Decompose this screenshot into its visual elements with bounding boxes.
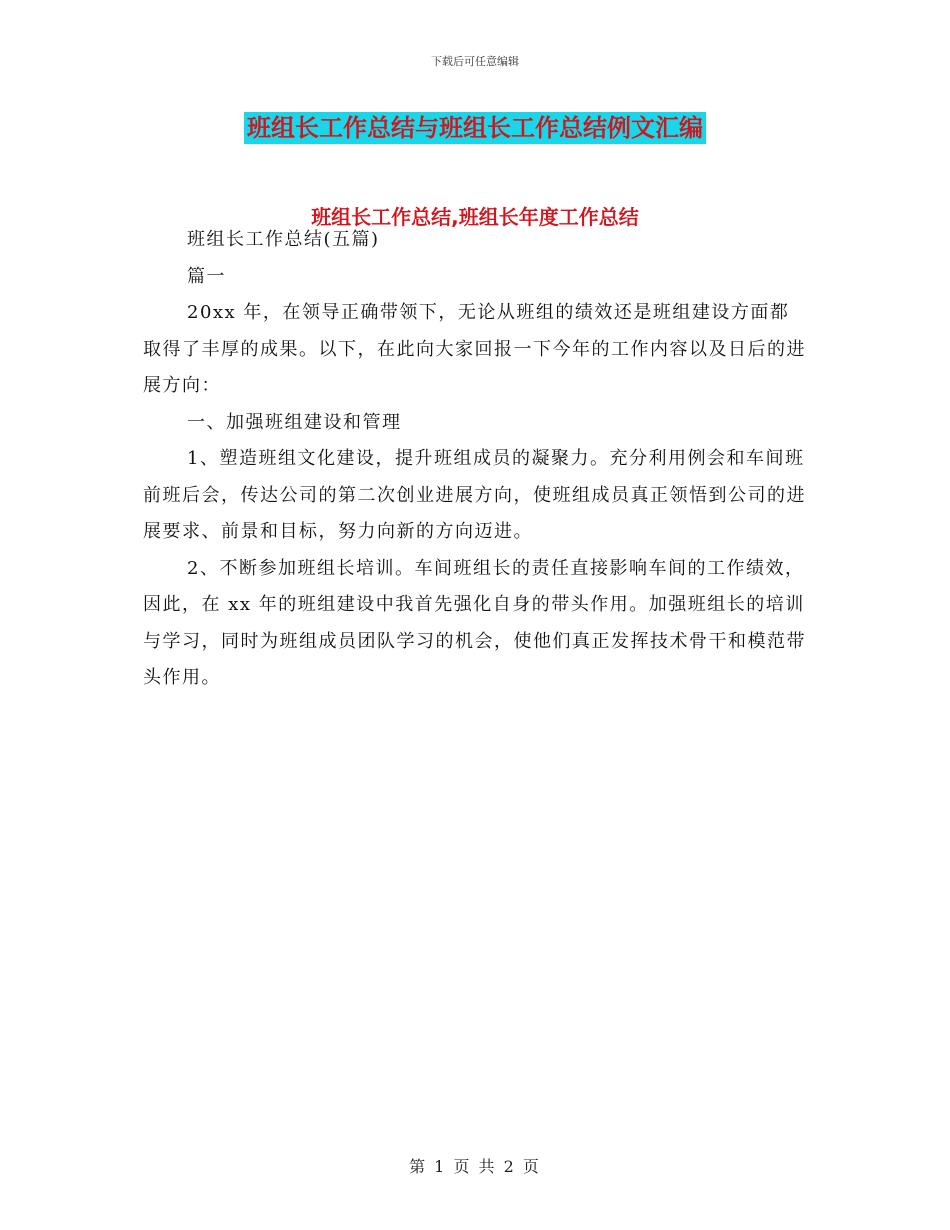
paragraph: 1、塑造班组文化建设，提升班组成员的凝聚力。充分利用例会和车间班前班后会，传达公司的第二次创业进展方向，使班组成员真正领悟到公司的进展要求、前景和目标，努力向新的方向迈进。 bbox=[143, 448, 806, 542]
document-body bbox=[143, 222, 808, 697]
main-title-wrap bbox=[0, 112, 950, 144]
main-title: 班组长工作总结与班组长工作总结例文汇编 bbox=[244, 112, 706, 144]
page-footer: 第 1 页 共 2 页 bbox=[409, 1157, 541, 1176]
paragraph: 班组长工作总结(五篇) bbox=[187, 229, 380, 250]
sub-title: 班组长工作总结,班组长年度工作总结 bbox=[311, 205, 639, 229]
header-note: 下载后可任意编辑 bbox=[431, 55, 519, 68]
paragraph: 篇一 bbox=[187, 265, 226, 287]
paragraph: 2、不断参加班组长培训。车间班组长的责任直接影响车间的工作绩效，因此，在 xx 年的班组建设中我首先强化自身的带头作用。加强班组长的培训与学习，同时为班组成员团队学习的机会，使他们真正发挥技术骨干和模范带头作用。 bbox=[143, 557, 806, 688]
paragraph: 一、加强班组建设和管理 bbox=[187, 411, 402, 433]
paragraph: 20xx 年，在领导正确带领下，无论从班组的绩效还是班组建设方面都取得了丰厚的成果。以下，在此向大家回报一下今年的工作内容以及日后的进展方向： bbox=[143, 302, 806, 396]
